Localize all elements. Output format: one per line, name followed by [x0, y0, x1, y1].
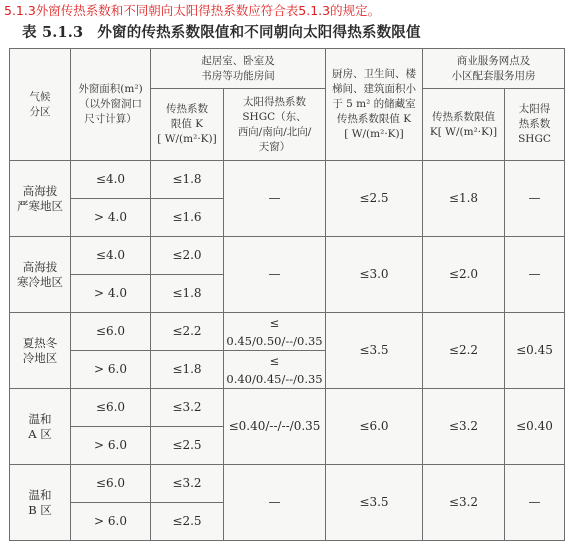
residential-shgc-cell: —: [224, 161, 326, 237]
commercial-k-cell: ≤2.2: [423, 313, 505, 389]
residential-k-cell: ≤1.8: [151, 351, 224, 389]
window-area-cell: > 6.0: [71, 503, 151, 541]
header-kitchen: 厨房、卫生间、楼 梯间、建筑面积小 于 5 m² 的储藏室 传热系数限值 K [ W/(m²·K)]: [326, 49, 423, 161]
window-area-cell: > 6.0: [71, 351, 151, 389]
commercial-k-cell: ≤3.2: [423, 465, 505, 541]
commercial-shgc-cell: —: [505, 237, 565, 313]
table-row: [10, 161, 565, 199]
table-number: 表 5.1.3: [22, 24, 84, 41]
residential-k-cell: ≤2.0: [151, 237, 224, 275]
commercial-shgc-cell: —: [505, 465, 565, 541]
commercial-k-cell: ≤1.8: [423, 161, 505, 237]
zone-name: 温和 A 区: [10, 389, 71, 465]
table-row: [10, 389, 565, 427]
kitchen-k-cell: ≤3.5: [326, 313, 423, 389]
header-residential-group: 起居室、卧室及 书房等功能房间: [151, 49, 326, 89]
header-residential-k: 传热系数 限值 K [ W/(m²·K)]: [151, 89, 224, 161]
residential-shgc-cell: ≤ 0.40/0.45/--/0.35: [224, 351, 326, 389]
residential-k-cell: ≤3.2: [151, 389, 224, 427]
zone-name: 温和 B 区: [10, 465, 71, 541]
window-area-cell: ≤6.0: [71, 465, 151, 503]
header-commercial-shgc: 太阳得 热系数 SHGC: [505, 89, 565, 161]
residential-k-cell: ≤3.2: [151, 465, 224, 503]
window-coefficient-table: [9, 48, 565, 541]
residential-shgc-cell: —: [224, 465, 326, 541]
zone-name: 高海拔 寒冷地区: [10, 237, 71, 313]
residential-shgc-cell: ≤0.40/--/--/0.35: [224, 389, 326, 465]
window-area-cell: ≤4.0: [71, 237, 151, 275]
table-row: [10, 313, 565, 351]
kitchen-k-cell: ≤6.0: [326, 389, 423, 465]
residential-k-cell: ≤1.8: [151, 161, 224, 199]
header-commercial-group: 商业服务网点及 小区配套服务用房: [423, 49, 565, 89]
commercial-shgc-cell: —: [505, 161, 565, 237]
header-zone: 气候 分区: [10, 49, 71, 161]
window-area-cell: > 4.0: [71, 199, 151, 237]
window-area-cell: ≤6.0: [71, 389, 151, 427]
commercial-k-cell: ≤3.2: [423, 389, 505, 465]
header-window-area: 外窗面积(m²) （以外窗洞口 尺寸计算）: [71, 49, 151, 161]
commercial-shgc-cell: ≤0.45: [505, 313, 565, 389]
window-area-cell: ≤6.0: [71, 313, 151, 351]
residential-k-cell: ≤2.2: [151, 313, 224, 351]
residential-k-cell: ≤1.8: [151, 275, 224, 313]
table-caption: [22, 23, 562, 43]
table-row: [10, 465, 565, 503]
zone-name: 夏热冬 冷地区: [10, 313, 71, 389]
window-area-cell: > 4.0: [71, 275, 151, 313]
header-residential-shgc: 太阳得热系数 SHGC（东、 西向/南向/北向/ 天窗）: [224, 89, 326, 161]
kitchen-k-cell: ≤3.5: [326, 465, 423, 541]
kitchen-k-cell: ≤3.0: [326, 237, 423, 313]
table-title: 外窗的传热系数限值和不同朝向太阳得热系数限值: [97, 24, 421, 41]
residential-k-cell: ≤2.5: [151, 427, 224, 465]
header-commercial-k: 传热系数限值 K[ W/(m²·K)]: [423, 89, 505, 161]
commercial-shgc-cell: ≤0.40: [505, 389, 565, 465]
residential-shgc-cell: —: [224, 237, 326, 313]
window-area-cell: ≤4.0: [71, 161, 151, 199]
kitchen-k-cell: ≤2.5: [326, 161, 423, 237]
table-row: [10, 237, 565, 275]
window-area-cell: > 6.0: [71, 427, 151, 465]
commercial-k-cell: ≤2.0: [423, 237, 505, 313]
residential-shgc-cell: ≤ 0.45/0.50/--/0.35: [224, 313, 326, 351]
zone-name: 高海拔 严寒地区: [10, 161, 71, 237]
header-row-1: [10, 49, 565, 89]
clause-note: 5.1.3外窗传热系数和不同朝向太阳得热系数应符合表5.1.3的规定。: [4, 3, 381, 18]
residential-k-cell: ≤2.5: [151, 503, 224, 541]
residential-k-cell: ≤1.6: [151, 199, 224, 237]
